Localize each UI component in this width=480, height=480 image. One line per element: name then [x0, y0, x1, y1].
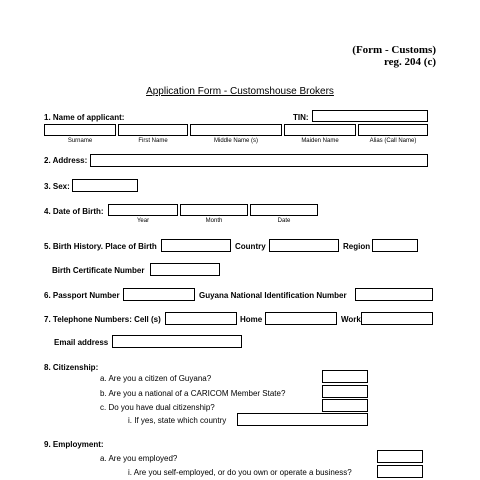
cell-field[interactable]	[165, 312, 237, 325]
employment-label: 9. Employment:	[44, 440, 104, 449]
country-field[interactable]	[269, 239, 339, 252]
alias-caption: Alias (Call Name)	[369, 138, 417, 144]
place-of-birth-field[interactable]	[161, 239, 231, 252]
dob-label: 4. Date of Birth:	[44, 207, 104, 216]
citizenship-q-c-i: i. If yes, state which country	[128, 416, 227, 425]
tin-label: TIN:	[293, 113, 309, 122]
dob-month-field[interactable]	[180, 204, 248, 216]
employment-q-a: a. Are you employed?	[100, 454, 178, 463]
form-ref-line: (Form - Customs)	[352, 44, 436, 56]
employment-a-field[interactable]	[377, 450, 423, 463]
citizenship-q-c: c. Do you have dual citizenship?	[100, 403, 215, 412]
sex-label: 3. Sex:	[44, 182, 70, 191]
dob-month-caption: Month	[205, 218, 223, 224]
first-name-field[interactable]	[118, 124, 188, 136]
middle-name-field[interactable]	[190, 124, 282, 136]
guyana-id-field[interactable]	[355, 288, 433, 301]
employment-a-i-field[interactable]	[377, 465, 423, 478]
citizenship-label: 8. Citizenship:	[44, 363, 99, 372]
dob-year-field[interactable]	[108, 204, 178, 216]
phone-label: 7. Telephone Numbers: Cell (s)	[44, 315, 161, 324]
passport-field[interactable]	[123, 288, 195, 301]
sex-field[interactable]	[72, 179, 138, 192]
birth-cert-label: Birth Certificate Number	[52, 266, 145, 275]
form-reference	[352, 44, 436, 68]
work-label: Work	[341, 315, 361, 324]
citizenship-a-field[interactable]	[322, 370, 368, 383]
first-name-caption: First Name	[138, 138, 168, 144]
home-label: Home	[240, 315, 263, 324]
region-field[interactable]	[372, 239, 418, 252]
applicant-label: 1. Name of applicant:	[44, 113, 125, 122]
citizenship-q-a: a. Are you a citizen of Guyana?	[100, 374, 212, 383]
tin-field[interactable]	[312, 110, 428, 122]
address-label: 2. Address:	[44, 156, 88, 165]
guyana-id-label: Guyana National Identification Number	[199, 291, 347, 300]
dual-country-field[interactable]	[237, 413, 368, 426]
citizenship-b-field[interactable]	[322, 385, 368, 398]
passport-label: 6. Passport Number	[44, 291, 120, 300]
email-label: Email address	[54, 338, 109, 347]
home-field[interactable]	[265, 312, 337, 325]
email-field[interactable]	[112, 335, 242, 348]
dob-date-caption: Date	[277, 218, 291, 224]
birth-history-label: 5. Birth History. Place of Birth	[44, 242, 157, 251]
region-label: Region	[343, 242, 371, 251]
birth-cert-field[interactable]	[150, 263, 220, 276]
dob-year-caption: Year	[136, 218, 150, 224]
maiden-name-caption: Maiden Name	[301, 138, 339, 144]
work-field[interactable]	[361, 312, 433, 325]
surname-caption: Surname	[67, 138, 93, 144]
middle-name-caption: Middle Name (s)	[213, 138, 258, 144]
form-title: Application Form - Customshouse Brokers	[146, 86, 334, 97]
country-label: Country	[235, 242, 266, 251]
dob-date-field[interactable]	[250, 204, 318, 216]
citizenship-q-b: b. Are you a national of a CARICOM Member State?	[100, 389, 286, 398]
citizenship-c-field[interactable]	[322, 399, 368, 412]
employment-q-a-i: i. Are you self-employed, or do you own or operate a business?	[128, 468, 352, 477]
maiden-name-field[interactable]	[284, 124, 356, 136]
surname-field[interactable]	[44, 124, 116, 136]
reg-ref-line: reg. 204 (c)	[383, 56, 436, 68]
alias-field[interactable]	[358, 124, 428, 136]
address-field[interactable]	[90, 154, 428, 167]
